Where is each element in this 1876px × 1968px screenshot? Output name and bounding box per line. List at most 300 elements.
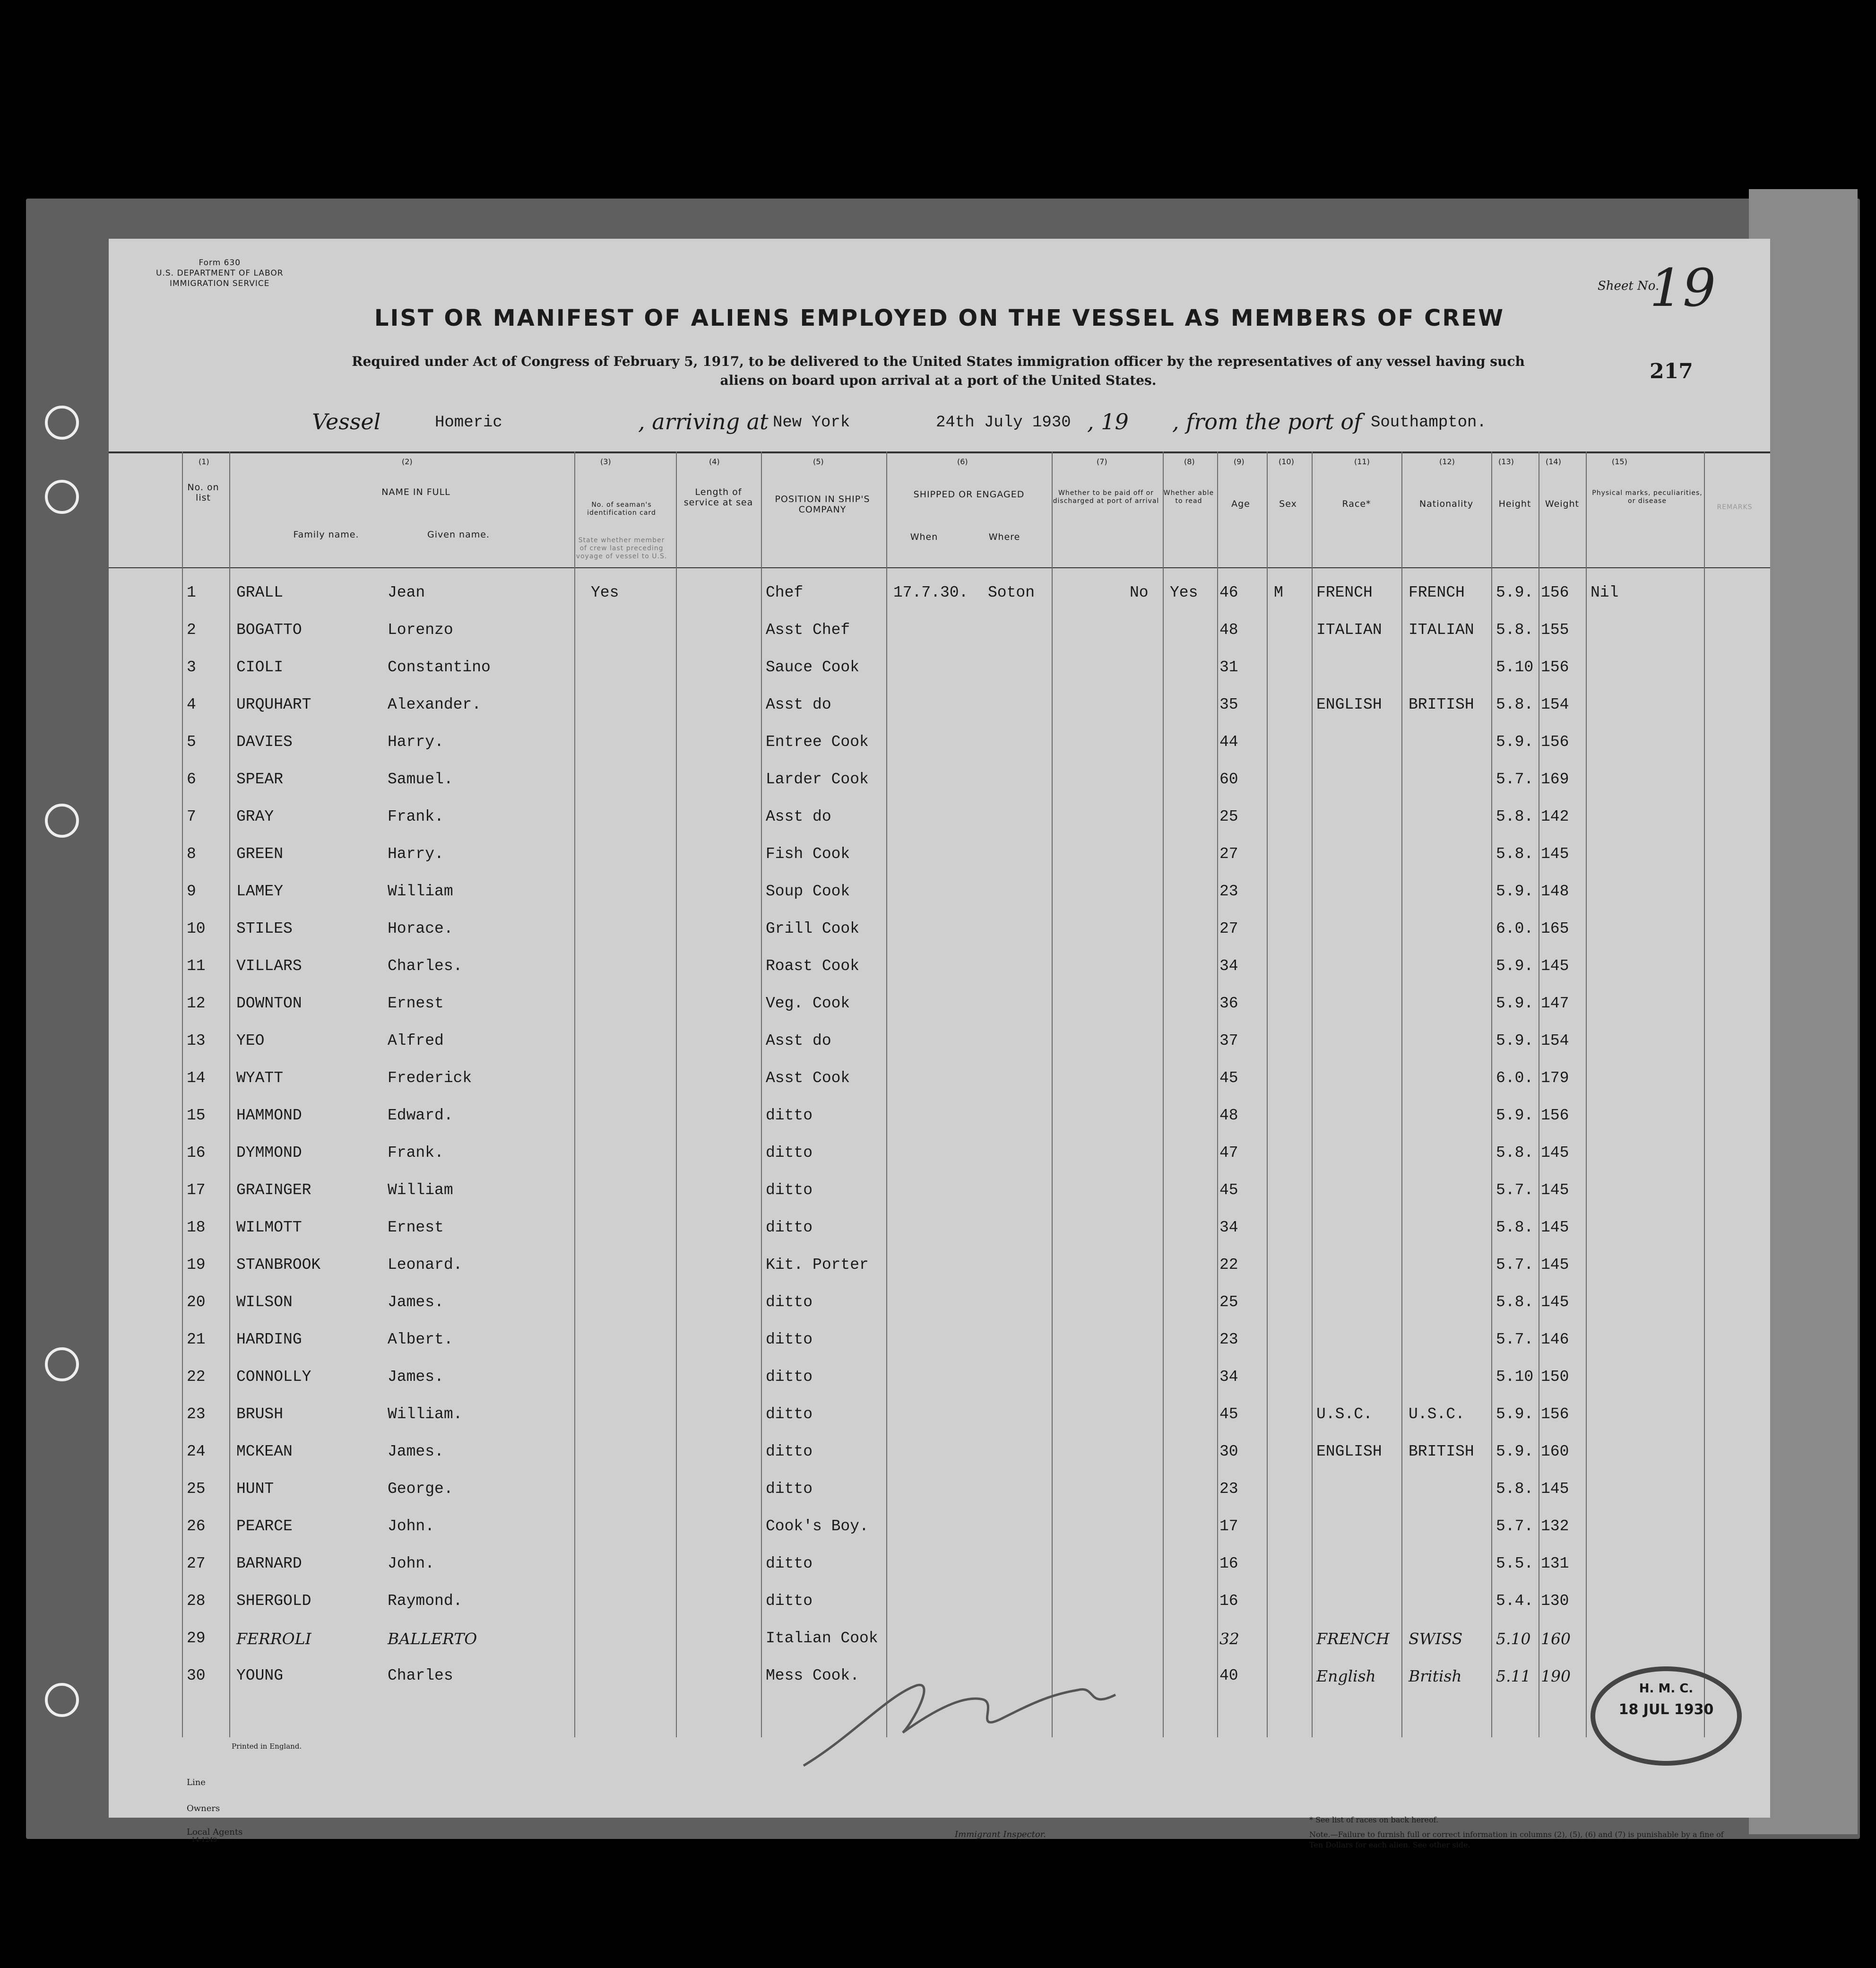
cell-weight: 145	[1541, 845, 1569, 863]
cell-age: 48	[1219, 1107, 1238, 1124]
cell-age: 34	[1219, 1368, 1238, 1386]
header-read: Whether able to read	[1163, 489, 1214, 505]
cell-family: WILSON	[236, 1293, 293, 1311]
year-prefix: , 19	[1087, 409, 1129, 434]
col-num: (12)	[1439, 457, 1455, 466]
cell-age: 44	[1219, 733, 1238, 751]
cell-weight: 142	[1541, 808, 1569, 825]
line-label: Line	[187, 1777, 206, 1787]
cell-age: 27	[1219, 845, 1238, 863]
cell-family: BOGATTO	[236, 621, 302, 639]
cell-given: BALLERTO	[388, 1630, 477, 1648]
cell-weight: 156	[1541, 659, 1569, 676]
cell-position: Asst Cook	[766, 1069, 850, 1087]
arriving-port: New York	[773, 414, 850, 432]
stamp-date: 18 JUL 1930	[1618, 1701, 1714, 1718]
cell-family: HUNT	[236, 1480, 274, 1498]
form-code: 14-1249	[191, 1837, 217, 1844]
cell-given: Alexander.	[388, 696, 482, 713]
cell-family: FERROLI	[236, 1630, 311, 1648]
cell-position: Fish Cook	[766, 845, 850, 863]
cell-position: Mess Cook.	[766, 1667, 860, 1684]
cell-position: Roast Cook	[766, 957, 860, 975]
cell-family: DYMMOND	[236, 1144, 302, 1162]
cell-weight: 148	[1541, 883, 1569, 900]
table-row	[156, 1321, 1725, 1359]
page-subtitle: Required under Act of Congress of February 5, 1917, to be delivered to the United States immigration officer by the representatives of any vessel having such aliens on board upon arrival at a port of the United States.	[352, 354, 1525, 388]
cell-card: Yes	[591, 584, 619, 601]
cell-age: 23	[1219, 1480, 1238, 1498]
cell-nat: FRENCH	[1409, 584, 1465, 601]
cell-no: 5	[187, 733, 196, 751]
cell-no: 24	[187, 1443, 206, 1460]
cell-sex: M	[1274, 584, 1283, 601]
cell-position: ditto	[766, 1480, 813, 1498]
cell-height: 5.10	[1496, 659, 1534, 676]
cell-height: 5.9.	[1496, 1405, 1534, 1423]
cell-no: 9	[187, 883, 196, 900]
cell-given: Leonard.	[388, 1256, 463, 1274]
header-sex: Sex	[1279, 499, 1297, 509]
cell-weight: 145	[1541, 1219, 1569, 1236]
cell-family: LAMEY	[236, 883, 284, 900]
cell-height: 5.11	[1496, 1667, 1531, 1685]
cell-family: YEO	[236, 1032, 265, 1049]
cell-age: 23	[1219, 883, 1238, 900]
header-family: Family name.	[293, 529, 359, 540]
cell-where: Soton	[988, 584, 1035, 601]
cell-no: 20	[187, 1293, 206, 1311]
service: IMMIGRATION SERVICE	[170, 279, 270, 288]
printed-note: Printed in England.	[232, 1742, 302, 1751]
table-row	[156, 836, 1725, 874]
cell-no: 27	[187, 1555, 206, 1572]
cell-given: Ernest	[388, 1219, 444, 1236]
cell-given: John.	[388, 1555, 435, 1572]
cell-weight: 165	[1541, 920, 1569, 937]
form-number: Form 630	[199, 258, 241, 268]
table-row	[156, 612, 1725, 650]
inspection-stamp	[1591, 1666, 1742, 1766]
arrival-date: 24th July 1930	[936, 414, 1071, 432]
table-row	[156, 1247, 1725, 1284]
header-when: When	[910, 532, 938, 542]
punch-hole	[45, 804, 79, 838]
stamp-top: H. M. C.	[1639, 1682, 1694, 1696]
cell-height: 5.8.	[1496, 1480, 1534, 1498]
cell-family: SHERGOLD	[236, 1592, 311, 1610]
cell-position: ditto	[766, 1293, 813, 1311]
cell-family: BARNARD	[236, 1555, 302, 1572]
cell-no: 13	[187, 1032, 206, 1049]
cell-race: ENGLISH	[1316, 696, 1382, 713]
header-nationality: Nationality	[1419, 499, 1474, 509]
cell-race: English	[1316, 1667, 1376, 1685]
cell-age: 34	[1219, 1219, 1238, 1236]
table-row	[156, 1433, 1725, 1471]
cell-given: Harry.	[388, 733, 444, 751]
table-row	[156, 948, 1725, 986]
cell-weight: 130	[1541, 1592, 1569, 1610]
cell-height: 5.8.	[1496, 1219, 1534, 1236]
table-row	[156, 1620, 1725, 1658]
cell-age: 30	[1219, 1443, 1238, 1460]
col-num: (13)	[1498, 457, 1514, 466]
cell-position: Larder Cook	[766, 771, 869, 788]
cell-height: 5.7.	[1496, 1331, 1534, 1348]
cell-given: Harry.	[388, 845, 444, 863]
cell-age: 17	[1219, 1517, 1238, 1535]
cell-no: 29	[187, 1630, 206, 1647]
header-card-note: State whether member of crew last preceding voyage of vessel to U.S.	[576, 537, 667, 560]
col-num: (3)	[600, 457, 611, 466]
cell-no: 19	[187, 1256, 206, 1274]
cell-nat: U.S.C.	[1409, 1405, 1465, 1423]
cell-weight: 154	[1541, 1032, 1569, 1049]
cell-position: Asst do	[766, 1032, 831, 1049]
col-num: (8)	[1184, 457, 1195, 466]
cell-weight: 154	[1541, 696, 1569, 713]
cell-given: John.	[388, 1517, 435, 1535]
cell-given: Raymond.	[388, 1592, 463, 1610]
table-row	[156, 1359, 1725, 1396]
cell-weight: 155	[1541, 621, 1569, 639]
cell-family: DOWNTON	[236, 995, 302, 1012]
cell-no: 15	[187, 1107, 206, 1124]
cell-position: Asst do	[766, 696, 831, 713]
cell-given: William.	[388, 1405, 463, 1423]
cell-no: 18	[187, 1219, 206, 1236]
table-row	[156, 1471, 1725, 1509]
cell-family: CONNOLLY	[236, 1368, 311, 1386]
cell-given: William	[388, 883, 453, 900]
cell-no: 28	[187, 1592, 206, 1610]
cell-family: STILES	[236, 920, 293, 937]
inspector-label: Immigrant Inspector.	[955, 1829, 1046, 1839]
cell-race: ITALIAN	[1316, 621, 1382, 639]
cell-no: 12	[187, 995, 206, 1012]
cell-family: HAMMOND	[236, 1107, 302, 1124]
col-num: (7)	[1097, 457, 1107, 466]
cell-given: James.	[388, 1293, 444, 1311]
cell-no: 3	[187, 659, 196, 676]
cell-position: Chef	[766, 584, 804, 601]
cell-family: HARDING	[236, 1331, 302, 1348]
cell-no: 23	[187, 1405, 206, 1423]
signature-icon	[794, 1666, 1125, 1775]
cell-no: 30	[187, 1667, 206, 1684]
cell-no: 26	[187, 1517, 206, 1535]
punch-hole	[45, 406, 79, 440]
cell-given: James.	[388, 1443, 444, 1460]
table-row	[156, 873, 1725, 911]
cell-no: 4	[187, 696, 196, 713]
cell-weight: 147	[1541, 995, 1569, 1012]
cell-age: 45	[1219, 1181, 1238, 1199]
table-row	[156, 910, 1725, 948]
cell-family: WILMOTT	[236, 1219, 302, 1236]
cell-weight: 146	[1541, 1331, 1569, 1348]
cell-age: 31	[1219, 659, 1238, 676]
cell-given: Constantino	[388, 659, 491, 676]
cell-weight: 145	[1541, 1181, 1569, 1199]
cell-age: 34	[1219, 957, 1238, 975]
cell-height: 5.8.	[1496, 1144, 1534, 1162]
cell-age: 46	[1219, 584, 1238, 601]
cell-paid: No	[1130, 584, 1149, 601]
cell-family: STANBROOK	[236, 1256, 321, 1274]
cell-position: Veg. Cook	[766, 995, 850, 1012]
cell-family: GRALL	[236, 584, 284, 601]
cell-no: 7	[187, 808, 196, 825]
cell-given: Frank.	[388, 1144, 444, 1162]
cell-position: ditto	[766, 1368, 813, 1386]
cell-nat: BRITISH	[1409, 1443, 1474, 1460]
table-row	[156, 761, 1725, 799]
punch-hole	[45, 1683, 79, 1717]
cell-nat: ITALIAN	[1409, 621, 1474, 639]
header-position: POSITION IN SHIP'S COMPANY	[775, 494, 870, 515]
from-port: Southampton.	[1371, 414, 1487, 432]
cell-weight: 160	[1541, 1443, 1569, 1460]
col-num: (4)	[709, 457, 720, 466]
cell-position: ditto	[766, 1555, 813, 1572]
table-row	[156, 798, 1725, 836]
cell-given: Charles	[388, 1667, 453, 1684]
cell-given: Ernest	[388, 995, 444, 1012]
cell-height: 5.9.	[1496, 1032, 1534, 1049]
cell-no: 10	[187, 920, 206, 937]
cell-given: Lorenzo	[388, 621, 453, 639]
cell-weight: 131	[1541, 1555, 1569, 1572]
manifest-sheet	[109, 239, 1770, 1849]
table-row	[156, 1583, 1725, 1621]
cell-height: 6.0.	[1496, 920, 1534, 937]
cell-family: PEARCE	[236, 1517, 293, 1535]
cell-position: ditto	[766, 1405, 813, 1423]
cell-age: 45	[1219, 1405, 1238, 1423]
header-marks: Physical marks, peculiarities, or disease	[1592, 489, 1703, 505]
table-row	[156, 1097, 1725, 1135]
cell-position: ditto	[766, 1107, 813, 1124]
cell-height: 5.8.	[1496, 621, 1534, 639]
cell-weight: 145	[1541, 957, 1569, 975]
cell-race: ENGLISH	[1316, 1443, 1382, 1460]
cell-position: Entree Cook	[766, 733, 869, 751]
cell-family: SPEAR	[236, 771, 284, 788]
cell-no: 16	[187, 1144, 206, 1162]
cell-height: 5.7.	[1496, 1181, 1534, 1199]
cell-position: Cook's Boy.	[766, 1517, 869, 1535]
cell-weight: 190	[1541, 1667, 1571, 1685]
col-num: (9)	[1234, 457, 1245, 466]
cell-age: 37	[1219, 1032, 1238, 1049]
col-num: (14)	[1546, 457, 1561, 466]
cell-weight: 179	[1541, 1069, 1569, 1087]
header-weight: Weight	[1545, 499, 1580, 509]
cell-age: 48	[1219, 621, 1238, 639]
header-no: No. on list	[187, 482, 219, 503]
cell-no: 22	[187, 1368, 206, 1386]
cell-position: Grill Cook	[766, 920, 860, 937]
cell-weight: 132	[1541, 1517, 1569, 1535]
cell-given: Jean	[388, 584, 425, 601]
cell-height: 5.10	[1496, 1368, 1534, 1386]
cell-family: URQUHART	[236, 696, 311, 713]
cell-given: Edward.	[388, 1107, 453, 1124]
cell-age: 23	[1219, 1331, 1238, 1348]
header-paid: Whether to be paid off or discharged at port of arrival	[1053, 489, 1159, 505]
cell-family: VILLARS	[236, 957, 302, 975]
cell-family: DAVIES	[236, 733, 293, 751]
agents-label: Local Agents	[187, 1827, 243, 1837]
cell-nat: British	[1409, 1667, 1462, 1685]
table-row	[156, 1209, 1725, 1247]
cell-given: Charles.	[388, 957, 463, 975]
form-info	[156, 258, 284, 289]
vessel-label: Vessel	[312, 409, 381, 434]
cell-race: U.S.C.	[1316, 1405, 1373, 1423]
col-num: (5)	[813, 457, 824, 466]
cell-family: WYATT	[236, 1069, 284, 1087]
cell-height: 5.8.	[1496, 696, 1534, 713]
header-bottom-rule	[109, 567, 1770, 568]
cell-age: 35	[1219, 696, 1238, 713]
cell-given: Samuel.	[388, 771, 453, 788]
cell-position: ditto	[766, 1144, 813, 1162]
col-num: (1)	[199, 457, 209, 466]
cell-given: Frank.	[388, 808, 444, 825]
cell-given: Horace.	[388, 920, 453, 937]
table-row	[156, 1508, 1725, 1546]
sheet-label: Sheet No.	[1598, 279, 1660, 293]
cell-age: 16	[1219, 1592, 1238, 1610]
table-row	[156, 1284, 1725, 1322]
cell-weight: 145	[1541, 1480, 1569, 1498]
cell-when: 17.7.30.	[893, 584, 968, 601]
cell-family: YOUNG	[236, 1667, 284, 1684]
cell-height: 5.8.	[1496, 845, 1534, 863]
cell-family: BRUSH	[236, 1405, 284, 1423]
cell-age: 36	[1219, 995, 1238, 1012]
cell-height: 5.7.	[1496, 1256, 1534, 1274]
footer-note-fine: Note.—Failure to furnish full or correct information in columns (2), (5), (6) and (7) is punishable by a fine of Ten Dollars for each alien. See other side.	[1309, 1830, 1724, 1849]
cell-height: 5.8.	[1496, 1293, 1534, 1311]
cell-age: 32	[1219, 1630, 1239, 1648]
col-num: (2)	[402, 457, 413, 466]
cell-weight: 145	[1541, 1293, 1569, 1311]
col-num: (10)	[1279, 457, 1294, 466]
cell-age: 27	[1219, 920, 1238, 937]
cell-age: 25	[1219, 1293, 1238, 1311]
cell-height: 5.9.	[1496, 1107, 1534, 1124]
cell-height: 5.9.	[1496, 584, 1534, 601]
header-name: NAME IN FULL	[381, 487, 450, 497]
cell-no: 21	[187, 1331, 206, 1348]
cell-given: William	[388, 1181, 453, 1199]
cell-position: Asst do	[766, 808, 831, 825]
cell-age: 16	[1219, 1555, 1238, 1572]
cell-weight: 156	[1541, 1107, 1569, 1124]
cell-height: 5.9.	[1496, 995, 1534, 1012]
col-num: (11)	[1354, 457, 1370, 466]
cell-no: 2	[187, 621, 196, 639]
cell-height: 5.4.	[1496, 1592, 1534, 1610]
cell-no: 6	[187, 771, 196, 788]
cell-height: 5.10	[1496, 1630, 1531, 1648]
cell-weight: 156	[1541, 733, 1569, 751]
cell-height: 5.8.	[1496, 808, 1534, 825]
cell-no: 17	[187, 1181, 206, 1199]
cell-family: GREEN	[236, 845, 284, 863]
table-row	[156, 724, 1725, 762]
cell-no: 14	[187, 1069, 206, 1087]
footer-note-races: * See list of races on back hereof.	[1309, 1815, 1439, 1824]
cell-position: ditto	[766, 1592, 813, 1610]
cell-weight: 150	[1541, 1368, 1569, 1386]
table-row	[156, 1172, 1725, 1210]
cell-age: 60	[1219, 771, 1238, 788]
cell-height: 5.5.	[1496, 1555, 1534, 1572]
from-label: , from the port of	[1172, 409, 1362, 434]
header-where: Where	[988, 532, 1020, 542]
cell-given: Alfred	[388, 1032, 444, 1049]
cell-age: 45	[1219, 1069, 1238, 1087]
cell-weight: 156	[1541, 1405, 1569, 1423]
page-number-217: 217	[1650, 359, 1693, 383]
cell-position: ditto	[766, 1331, 813, 1348]
cell-height: 5.9.	[1496, 883, 1534, 900]
cell-age: 47	[1219, 1144, 1238, 1162]
punch-hole	[45, 1347, 79, 1381]
cell-no: 8	[187, 845, 196, 863]
table-row	[156, 574, 1725, 612]
cell-height: 5.7.	[1496, 771, 1534, 788]
header-shipped: SHIPPED OR ENGAGED	[913, 489, 1025, 500]
cell-family: GRAINGER	[236, 1181, 311, 1199]
cell-position: ditto	[766, 1181, 813, 1199]
page-title: LIST OR MANIFEST OF ALIENS EMPLOYED ON THE VESSEL AS MEMBERS OF CREW	[374, 305, 1505, 331]
cell-race: FRENCH	[1316, 1630, 1390, 1648]
col-num: (15)	[1612, 457, 1627, 466]
header-remarks: REMARKS	[1717, 503, 1753, 511]
department: U.S. DEPARTMENT OF LABOR	[156, 269, 284, 278]
cell-age: 22	[1219, 1256, 1238, 1274]
cell-given: James.	[388, 1368, 444, 1386]
cell-position: ditto	[766, 1219, 813, 1236]
header-service: Length of service at sea	[683, 487, 753, 508]
cell-given: Frederick	[388, 1069, 472, 1087]
cell-given: Albert.	[388, 1331, 453, 1348]
table-row	[156, 1135, 1725, 1172]
header-card: No. of seaman's identification card	[587, 501, 656, 517]
owners-label: Owners	[187, 1803, 220, 1813]
cell-height: 6.0.	[1496, 1069, 1534, 1087]
cell-height: 5.9.	[1496, 733, 1534, 751]
table-row	[156, 686, 1725, 724]
cell-race: FRENCH	[1316, 584, 1373, 601]
col-num: (6)	[957, 457, 968, 466]
cell-family: CIOLI	[236, 659, 284, 676]
vessel-name: Homeric	[435, 414, 502, 432]
table-row	[156, 1060, 1725, 1098]
cell-position: Kit. Porter	[766, 1256, 869, 1274]
cell-read: Yes	[1170, 584, 1198, 601]
cell-height: 5.7.	[1496, 1517, 1534, 1535]
cell-no: 11	[187, 957, 206, 975]
header-height: Height	[1498, 499, 1531, 509]
cell-family: MCKEAN	[236, 1443, 293, 1460]
